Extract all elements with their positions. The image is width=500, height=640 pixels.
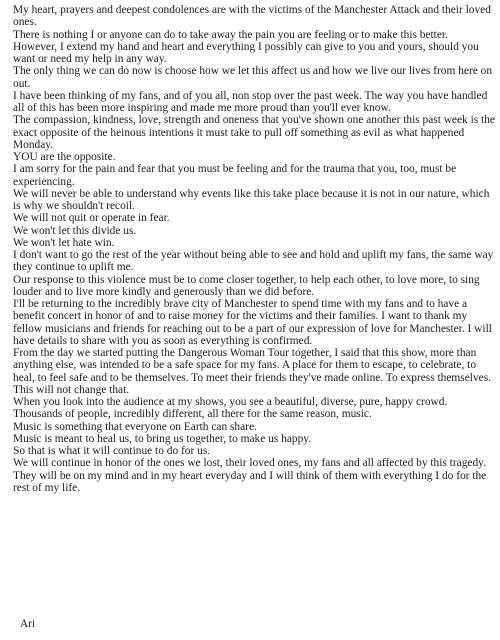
paragraph-you-are-opposite: YOU are the opposite. [13, 151, 116, 163]
paragraph-on-my-mind: They will be on my mind and in my heart everyday and I will think of them with everything I do for the rest of my life. [13, 469, 487, 494]
paragraph-audience: When you look into the audience at my shows, you see a beautiful, diverse, pure, happy crowd. [13, 396, 448, 408]
paragraph-sorry-for-pain: I am sorry for the pain and fear that you must be feeling and for the trauma that you, too, must be experiencing. [13, 163, 457, 188]
paragraph-only-thing: The only thing we can do now is choose how we let this affect us and how we live our lives from here on out. [13, 65, 493, 90]
paragraph-compassion: The compassion, kindness, love, strength and oneness that you've shown one another this past week is the exact opposite of the heinous intentions it must take to pull off something as evil as what happened Monday. [13, 114, 495, 151]
signature: Ari [20, 618, 36, 630]
paragraph-condolences: My heart, prayers and deepest condolences are with the victims of the Manchester Attack and their loved ones. [13, 4, 491, 29]
paragraph-extend-hand: However, I extend my hand and heart and everything I possibly can give to you and yours, should you want or need my help in any way. [13, 40, 479, 65]
paragraph-not-divide: We won't let this divide us. [13, 224, 137, 237]
paragraph-never-understand: We will never be able to understand why events like this take place because it is not in our nature, which is why we shouldn't recoil. [13, 187, 490, 212]
paragraph-will-not-change: This will not change that. [13, 383, 130, 396]
letter-body [13, 4, 497, 494]
paragraph-not-hate-win: We won't let hate win. [13, 236, 115, 249]
paragraph-continue-to-do: So that is what it will continue to do for us. [13, 445, 211, 457]
paragraph-returning-to-manchester: I'll be returning to the incredibly brave city of Manchester to spend time with my fans and to have a benefit concert in honor of and to raise money for the victims and their families. I want to thank my fellow musicians and friends for reaching out to be a part of our expression of love for Manchester. I will have details to share with you as soon as everything is confirmed. [13, 298, 492, 347]
paragraph-music-heal: Music is meant to heal us, to bring us together, to make us happy. [13, 432, 312, 445]
paragraph-dangerous-woman-tour: From the day we started putting the Dangerous Woman Tour together, I said that this show, more than anything else, was intended to be a safe space for my fans. A place for them to escape, to celebrate, to heal, to feel safe and to be themselves. To meet their friends they've made online. To express themselves. [13, 347, 491, 384]
paragraph-not-quit: We will not quit or operate in fear. [13, 212, 170, 225]
paragraph-nothing-can-take-pain: There is nothing I or anyone can do to take away the pain you are feeling or to make this better. [13, 28, 448, 41]
paragraph-rest-of-year: I don't want to go the rest of the year without being able to see and hold and uplift my fans, the same way they continue to uplift me. [13, 249, 494, 274]
paragraph-continue-in-honor: We will continue in honor of the ones we lost, their loved ones, my fans and all affected by this tragedy. [13, 457, 486, 470]
paragraph-thinking-of-fans: I have been thinking of my fans, and of you all, non stop over the past week. The way you have handled all of this has been more inspiring and made me more proud than you'll ever know. [13, 89, 488, 114]
paragraph-our-response: Our response to this violence must be to come closer together, to help each other, to love more, to sing louder and to live more kindly and generously than we did before. [13, 273, 480, 298]
paragraph-thousands: Thousands of people, incredibly different, all there for the same reason, music. [13, 408, 372, 421]
paragraph-music-share: Music is something that everyone on Earth can share. [13, 420, 257, 433]
